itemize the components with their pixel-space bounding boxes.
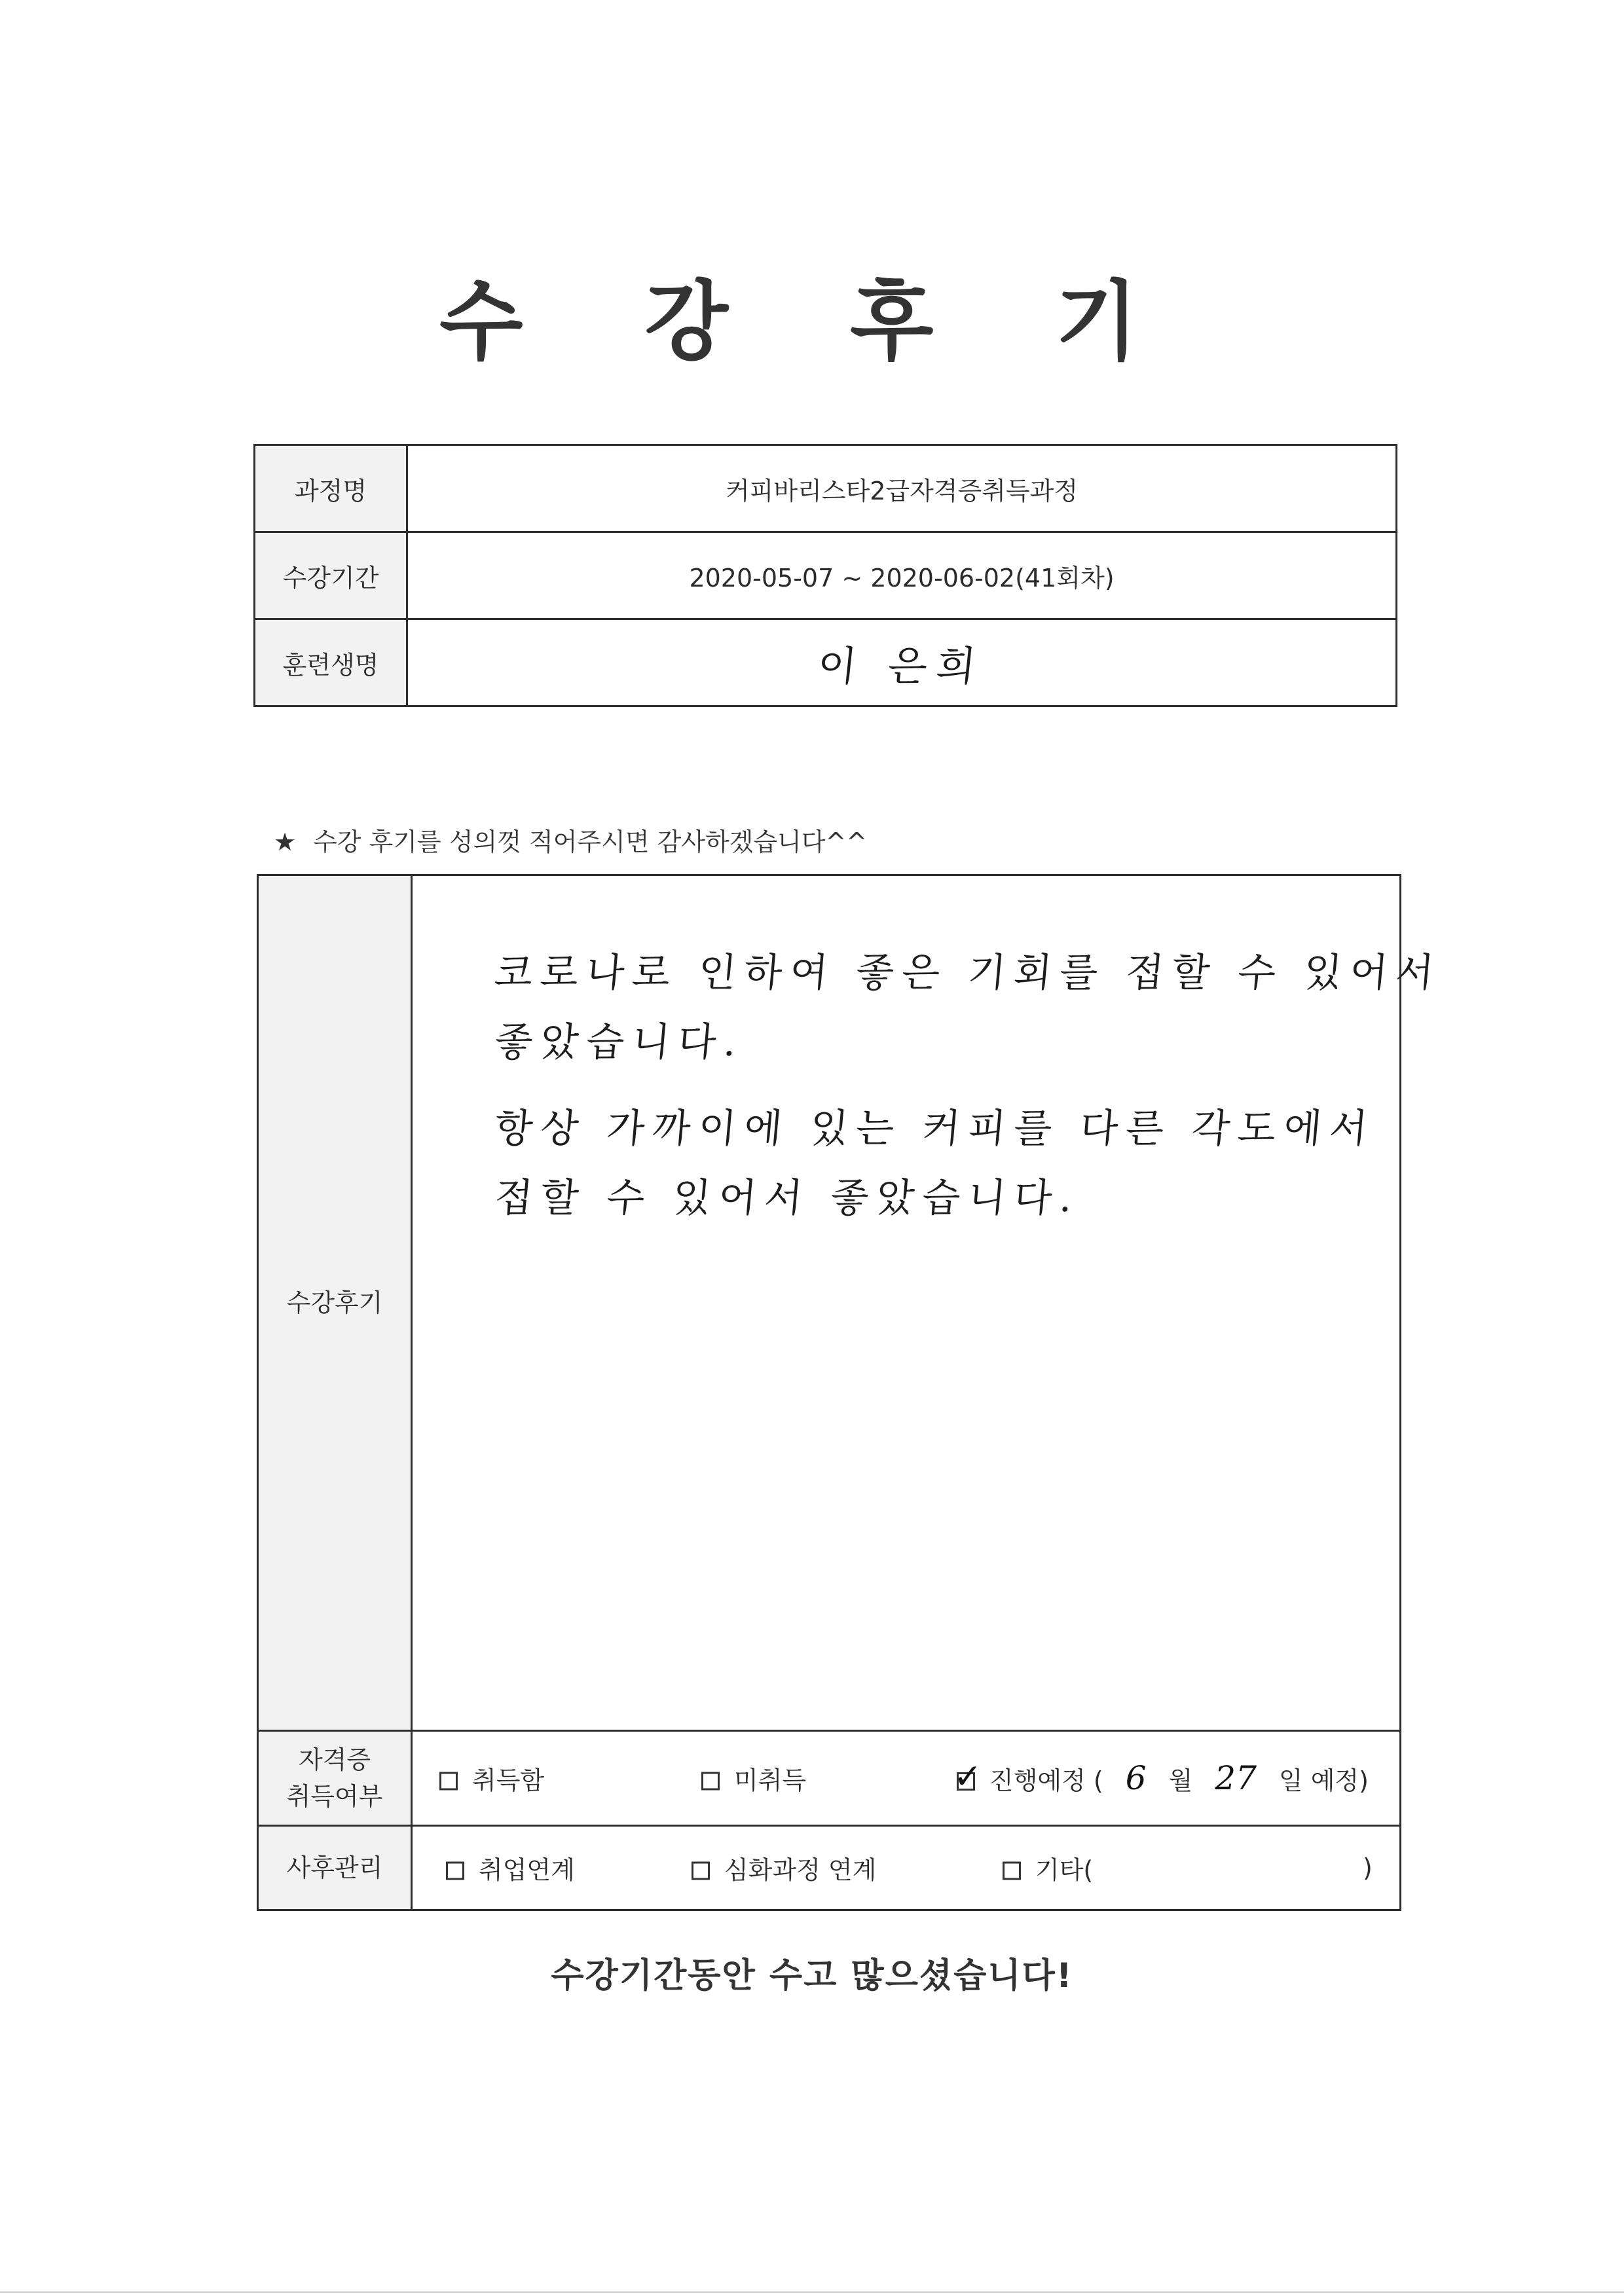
option-advanced[interactable] — [692, 1850, 876, 1886]
page-title: 수 강 후 기 — [439, 272, 1185, 373]
scheduled-day-unit: 일 예정) — [1278, 1766, 1369, 1795]
other-checkbox[interactable] — [1003, 1862, 1021, 1880]
review-line-3: 항상 가까이에 있는 커피를 다른 각도에서 — [492, 1106, 1378, 1152]
option-other[interactable] — [1003, 1850, 1093, 1886]
period-row — [255, 532, 1397, 619]
certificate-row — [258, 1731, 1401, 1826]
certificate-label — [258, 1731, 412, 1826]
course-value: 커피바리스타2급자격증취득과정 — [407, 445, 1397, 532]
acquired-label: 취득함 — [472, 1766, 545, 1795]
period-label: 수강기간 — [255, 532, 407, 619]
advanced-checkbox[interactable] — [692, 1862, 710, 1880]
not-acquired-checkbox[interactable] — [701, 1772, 720, 1791]
trainee-name: 이 은희 — [815, 642, 987, 690]
review-lines — [492, 941, 1444, 1236]
notice — [274, 822, 867, 858]
aftercare-row — [258, 1826, 1401, 1910]
closing-message: 수강기간동안 수고 많으셨습니다! — [551, 1956, 1073, 1995]
course-label: 과정명 — [255, 445, 407, 532]
option-acquired[interactable] — [439, 1760, 544, 1796]
review-line-2: 좋았습니다. — [492, 1019, 747, 1065]
not-acquired-label: 미취득 — [734, 1766, 807, 1795]
advanced-label: 심화과정 연계 — [724, 1855, 877, 1885]
certificate-label-line2: 취득여부 — [286, 1782, 383, 1811]
employment-label: 취업연계 — [479, 1855, 575, 1885]
scheduled-label: 진행예정 ( — [989, 1766, 1103, 1795]
review-label: 수강후기 — [258, 875, 412, 1731]
trainee-row — [255, 619, 1397, 706]
page-bottom-edge — [0, 2291, 1624, 2293]
certificate-label-line1: 자격증 — [298, 1745, 371, 1774]
review-table — [257, 874, 1444, 1911]
employment-checkbox[interactable] — [446, 1862, 464, 1880]
trainee-label: 훈련생명 — [255, 619, 407, 706]
review-line-4: 접할 수 있어서 좋았습니다. — [492, 1175, 1082, 1221]
review-content — [412, 875, 1444, 1731]
other-close-paren: ) — [1363, 1853, 1373, 1882]
course-info-table — [253, 444, 1397, 707]
aftercare-options — [412, 1826, 1401, 1910]
review-row — [258, 875, 1401, 1731]
scheduled-month-unit: 월 — [1168, 1766, 1193, 1795]
certificate-options — [412, 1731, 1401, 1826]
option-not-acquired[interactable] — [701, 1760, 806, 1796]
option-scheduled[interactable] — [953, 1757, 1369, 1797]
notice-text: 수강 후기를 성의껏 적어주시면 감사하겠습니다^^ — [313, 828, 868, 856]
period-value: 2020-05-07 ~ 2020-06-02(41회차) — [407, 532, 1397, 619]
review-line-1: 코로나로 인하여 좋은 기회를 접할 수 있어서 — [492, 950, 1444, 996]
aftercare-label: 사후관리 — [258, 1826, 412, 1910]
scheduled-checkbox[interactable] — [953, 1757, 982, 1796]
other-label: 기타( — [1035, 1855, 1094, 1885]
acquired-checkbox[interactable] — [439, 1772, 458, 1791]
option-employment[interactable] — [446, 1850, 575, 1886]
scheduled-month-value: 6 — [1125, 1759, 1147, 1797]
check-mark-icon: ✓ — [953, 1757, 982, 1796]
star-icon: ★ — [274, 828, 297, 856]
course-row — [255, 445, 1397, 532]
trainee-cell — [407, 619, 1397, 706]
scheduled-day-value: 27 — [1215, 1759, 1257, 1797]
